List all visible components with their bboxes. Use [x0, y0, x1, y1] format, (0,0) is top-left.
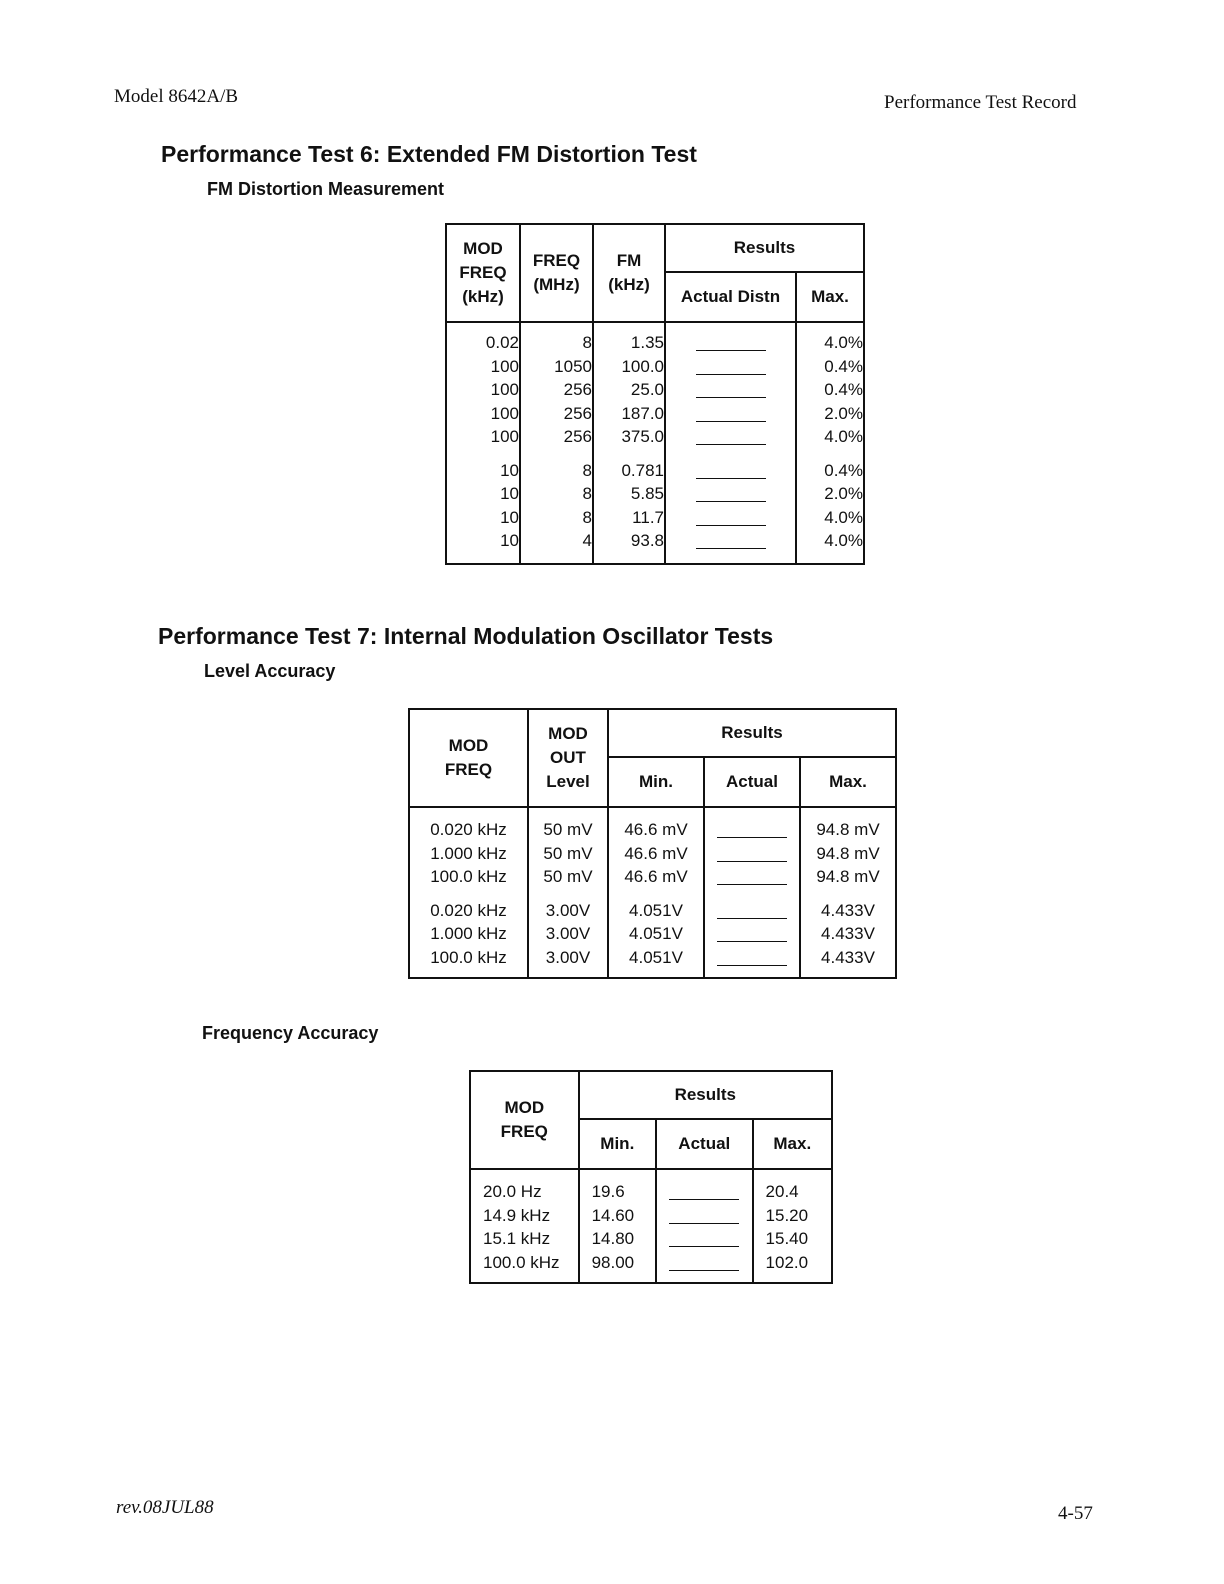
header-model: Model 8642A/B [114, 86, 239, 107]
fm-cell: 25.0 [593, 378, 665, 402]
min-cell: 19.6 [579, 1169, 656, 1204]
fm-cell: 375.0 [593, 425, 665, 449]
col-results: Results [608, 709, 896, 757]
mod-freq-cell: 0.020 kHz [409, 889, 528, 923]
mod-freq-cell: 10 [446, 482, 520, 506]
max-cell: 94.8 mV [800, 842, 896, 866]
test6-subtitle: FM Distortion Measurement [207, 179, 445, 199]
min-cell: 14.80 [579, 1227, 656, 1251]
actual-entry-blank[interactable] [665, 355, 796, 379]
table-row [470, 1251, 832, 1284]
actual-entry-blank[interactable] [665, 425, 796, 449]
blank-line [717, 823, 787, 838]
table-row [409, 946, 896, 979]
actual-entry-blank[interactable] [665, 482, 796, 506]
blank-line [717, 870, 787, 885]
blank-line [696, 464, 766, 479]
freq-cell: 8 [520, 322, 593, 355]
fm-cell: 100.0 [593, 355, 665, 379]
mod-freq-cell: 14.9 kHz [470, 1204, 579, 1228]
freq-cell: 1050 [520, 355, 593, 379]
max-cell: 94.8 mV [800, 807, 896, 842]
blank-line [669, 1209, 739, 1224]
blank-line [696, 407, 766, 422]
mod-freq-cell: 10 [446, 506, 520, 530]
actual-entry-blank[interactable] [704, 807, 800, 842]
col-fm: FM (kHz) [593, 224, 665, 322]
table-row [409, 889, 896, 923]
freq-cell: 256 [520, 402, 593, 426]
mod-freq-cell: 0.02 [446, 322, 520, 355]
actual-entry-blank[interactable] [665, 402, 796, 426]
col-actual: Actual [704, 757, 800, 807]
blank-line [696, 487, 766, 502]
mod-out-cell: 3.00V [528, 922, 608, 946]
actual-entry-blank[interactable] [656, 1227, 753, 1251]
mod-freq-cell: 10 [446, 449, 520, 483]
blank-line [717, 927, 787, 942]
col-max: Max. [796, 272, 864, 322]
mod-out-cell: 50 mV [528, 842, 608, 866]
col-actual-distn: Actual Distn [665, 272, 796, 322]
fm-cell: 93.8 [593, 529, 665, 564]
actual-entry-blank[interactable] [656, 1169, 753, 1204]
col-results: Results [665, 224, 864, 272]
fm-cell: 11.7 [593, 506, 665, 530]
mod-freq-cell: 100 [446, 402, 520, 426]
frequency-accuracy-subtitle: Frequency Accuracy [202, 1023, 379, 1043]
table-row [470, 1204, 832, 1228]
mod-out-cell: 3.00V [528, 946, 608, 979]
actual-entry-blank[interactable] [665, 506, 796, 530]
table-row [409, 865, 896, 889]
blank-line [696, 360, 766, 375]
max-cell: 94.8 mV [800, 865, 896, 889]
mod-freq-cell: 100.0 kHz [409, 946, 528, 979]
max-cell: 4.433V [800, 889, 896, 923]
level-accuracy-table [408, 708, 897, 979]
freq-cell: 256 [520, 425, 593, 449]
actual-entry-blank[interactable] [704, 946, 800, 979]
min-cell: 98.00 [579, 1251, 656, 1284]
max-cell: 0.4% [796, 355, 864, 379]
blank-line [669, 1232, 739, 1247]
blank-line [669, 1185, 739, 1200]
max-cell: 0.4% [796, 449, 864, 483]
blank-line [696, 430, 766, 445]
mod-freq-cell: 10 [446, 529, 520, 564]
table-row [446, 322, 864, 355]
mod-freq-cell: 0.020 kHz [409, 807, 528, 842]
actual-entry-blank[interactable] [656, 1204, 753, 1228]
fm-cell: 0.781 [593, 449, 665, 483]
mod-freq-cell: 100 [446, 378, 520, 402]
max-cell: 102.0 [753, 1251, 832, 1284]
mod-freq-cell: 15.1 kHz [470, 1227, 579, 1251]
table-row [446, 449, 864, 483]
table-row [446, 378, 864, 402]
table-row [446, 355, 864, 379]
mod-freq-cell: 100.0 kHz [470, 1251, 579, 1284]
blank-line [696, 336, 766, 351]
blank-line [717, 847, 787, 862]
blank-line [669, 1256, 739, 1271]
col-min: Min. [579, 1119, 656, 1169]
blank-line [696, 511, 766, 526]
max-cell: 4.433V [800, 946, 896, 979]
col-max: Max. [800, 757, 896, 807]
table-row [446, 506, 864, 530]
freq-cell: 4 [520, 529, 593, 564]
min-cell: 46.6 mV [608, 807, 704, 842]
actual-entry-blank[interactable] [665, 378, 796, 402]
mod-freq-cell: 20.0 Hz [470, 1169, 579, 1204]
max-cell: 0.4% [796, 378, 864, 402]
level-accuracy-subtitle: Level Accuracy [204, 661, 336, 681]
col-mod-freq: MOD FREQ (kHz) [446, 224, 520, 322]
max-cell: 15.40 [753, 1227, 832, 1251]
col-results: Results [579, 1071, 832, 1119]
blank-line [717, 951, 787, 966]
max-cell: 2.0% [796, 482, 864, 506]
freq-cell: 256 [520, 378, 593, 402]
blank-line [717, 904, 787, 919]
mod-out-cell: 50 mV [528, 865, 608, 889]
min-cell: 14.60 [579, 1204, 656, 1228]
table-row [409, 807, 896, 842]
actual-entry-blank[interactable] [704, 865, 800, 889]
test6-title: Performance Test 6: Extended FM Distortion Test [161, 141, 697, 167]
col-actual: Actual [656, 1119, 753, 1169]
mod-freq-cell: 1.000 kHz [409, 842, 528, 866]
table-row [470, 1169, 832, 1204]
col-min: Min. [608, 757, 704, 807]
freq-cell: 8 [520, 482, 593, 506]
frequency-accuracy-table [469, 1070, 833, 1284]
fm-distortion-table [445, 223, 865, 565]
fm-cell: 1.35 [593, 322, 665, 355]
mod-freq-cell: 100 [446, 355, 520, 379]
min-cell: 46.6 mV [608, 865, 704, 889]
max-cell: 4.0% [796, 322, 864, 355]
mod-out-cell: 50 mV [528, 807, 608, 842]
actual-entry-blank[interactable] [665, 322, 796, 355]
actual-entry-blank[interactable] [656, 1251, 753, 1284]
table-row [446, 402, 864, 426]
max-cell: 4.0% [796, 425, 864, 449]
table-row [409, 922, 896, 946]
col-max: Max. [753, 1119, 832, 1169]
max-cell: 15.20 [753, 1204, 832, 1228]
min-cell: 4.051V [608, 922, 704, 946]
footer-page-number: 4-57 [1058, 1503, 1093, 1524]
col-mod-out-level: MOD OUT Level [528, 709, 608, 807]
blank-line [696, 534, 766, 549]
actual-entry-blank[interactable] [665, 529, 796, 564]
header-section: Performance Test Record [884, 92, 1077, 113]
table-row [470, 1227, 832, 1251]
mod-freq-cell: 100.0 kHz [409, 865, 528, 889]
mod-out-cell: 3.00V [528, 889, 608, 923]
mod-freq-cell: 1.000 kHz [409, 922, 528, 946]
table-row [409, 842, 896, 866]
min-cell: 4.051V [608, 946, 704, 979]
table-row [446, 425, 864, 449]
col-mod-freq: MOD FREQ [409, 709, 528, 807]
max-cell: 2.0% [796, 402, 864, 426]
max-cell: 4.0% [796, 506, 864, 530]
table-row [446, 482, 864, 506]
col-freq: FREQ (MHz) [520, 224, 593, 322]
actual-entry-blank[interactable] [665, 449, 796, 483]
actual-entry-blank[interactable] [704, 842, 800, 866]
mod-freq-cell: 100 [446, 425, 520, 449]
max-cell: 4.0% [796, 529, 864, 564]
footer-revision: rev.08JUL88 [116, 1497, 214, 1518]
fm-cell: 187.0 [593, 402, 665, 426]
max-cell: 4.433V [800, 922, 896, 946]
fm-cell: 5.85 [593, 482, 665, 506]
min-cell: 4.051V [608, 889, 704, 923]
min-cell: 46.6 mV [608, 842, 704, 866]
col-mod-freq: MOD FREQ [470, 1071, 579, 1169]
test7-title: Performance Test 7: Internal Modulation Oscillator Tests [158, 623, 774, 649]
max-cell: 20.4 [753, 1169, 832, 1204]
table-row [446, 529, 864, 564]
actual-entry-blank[interactable] [704, 889, 800, 923]
blank-line [696, 383, 766, 398]
freq-cell: 8 [520, 506, 593, 530]
freq-cell: 8 [520, 449, 593, 483]
actual-entry-blank[interactable] [704, 922, 800, 946]
